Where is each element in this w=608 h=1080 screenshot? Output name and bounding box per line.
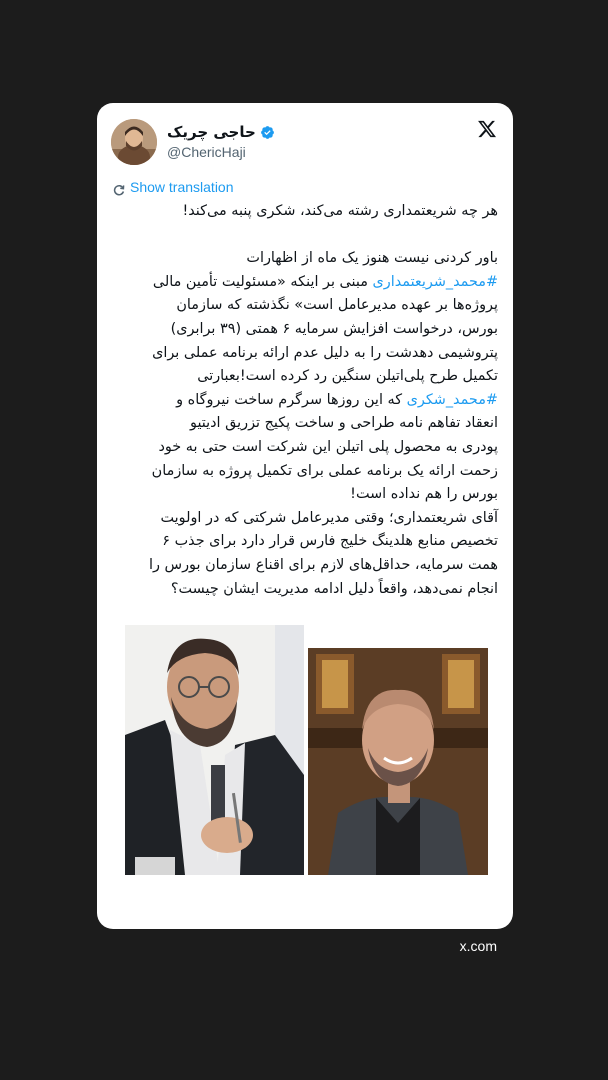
author-avatar[interactable]: [111, 119, 157, 165]
tweet-line: تکمیل طرح پلی‌اتیلن سنگین رد کرده است!بعبارتی: [197, 368, 498, 385]
hashtag-link[interactable]: #محمد_شریعتمداری: [372, 273, 498, 290]
tweet-line: پتروشیمی دهدشت را به دلیل عدم ارائه برنامه عملی برای: [152, 344, 498, 361]
author-handle[interactable]: @ChericHaji: [167, 144, 246, 160]
verified-badge-icon: [260, 125, 275, 140]
show-translation-link[interactable]: [113, 178, 234, 196]
tweet-line-text: مبنی بر اینکه «مسئولیت تأمین مالی: [152, 273, 373, 290]
author-info[interactable]: [167, 121, 275, 160]
tweet-line: هر چه شریعتمداری رشته می‌کند، شکری پنبه می‌کند!: [182, 203, 498, 219]
tweet-line: تخصیص منابع هلدینگ خلیج فارس قرار دارد برای جذب ۶: [162, 533, 498, 550]
tweet-line: بورس، درخواست افزایش سرمایه ۶ همتی (۳۹ برابری): [170, 320, 498, 337]
refresh-icon: [113, 181, 125, 193]
tweet-line: همت سرمایه، حداقل‌های لازم برای اقناع سازمان بورس را: [149, 556, 498, 573]
hashtag-link[interactable]: #محمد_شکری: [406, 391, 498, 408]
tweet-line: [113, 271, 498, 295]
show-translation-label[interactable]: Show translation: [130, 179, 234, 195]
x-logo-icon[interactable]: [477, 119, 497, 139]
photo-man-bald-smiling[interactable]: [308, 648, 488, 875]
tweet-line: انجام نمی‌دهد، واقعاً دلیل ادامه مدیریت ایشان چیست؟: [170, 580, 498, 597]
tweet-line: باور کردنی نیست هنوز یک ماه از اظهارات: [246, 250, 498, 267]
tweet-line: [113, 389, 498, 413]
tweet-line: پودری به محصول پلی اتیلن این شرکت است حتی به خود: [158, 438, 498, 455]
tweet-body: [113, 200, 498, 601]
tweet-line: زحمت ارائه یک برنامه عملی برای تکمیل پروژه به سازمان: [151, 462, 498, 479]
tweet-line-text: که این روزها سرگرم ساخت نیروگاه و: [176, 391, 407, 408]
tweet-line: پروژه‌ها بر عهده مدیرعامل است» نگذشته که سازمان: [176, 297, 498, 314]
tweet-line: آقای شریعتمداری؛ وقتی مدیرعامل شرکتی که در اولویت: [160, 509, 498, 526]
paragraph-gap: [113, 224, 498, 248]
tweet-card[interactable]: [97, 103, 513, 929]
tweet-header: [111, 119, 499, 167]
photo-man-glasses-beard[interactable]: [125, 625, 304, 875]
source-site-label: x.com: [459, 938, 497, 954]
tweet-media[interactable]: [125, 625, 488, 875]
author-display-name[interactable]: حاجی چریک: [167, 123, 256, 141]
tweet-line: انعقاد تفاهم نامه طراحی و ساخت پکیج تزریق ادیتیو: [190, 415, 498, 432]
tweet-line: بورس را هم نداده است!: [350, 486, 498, 503]
